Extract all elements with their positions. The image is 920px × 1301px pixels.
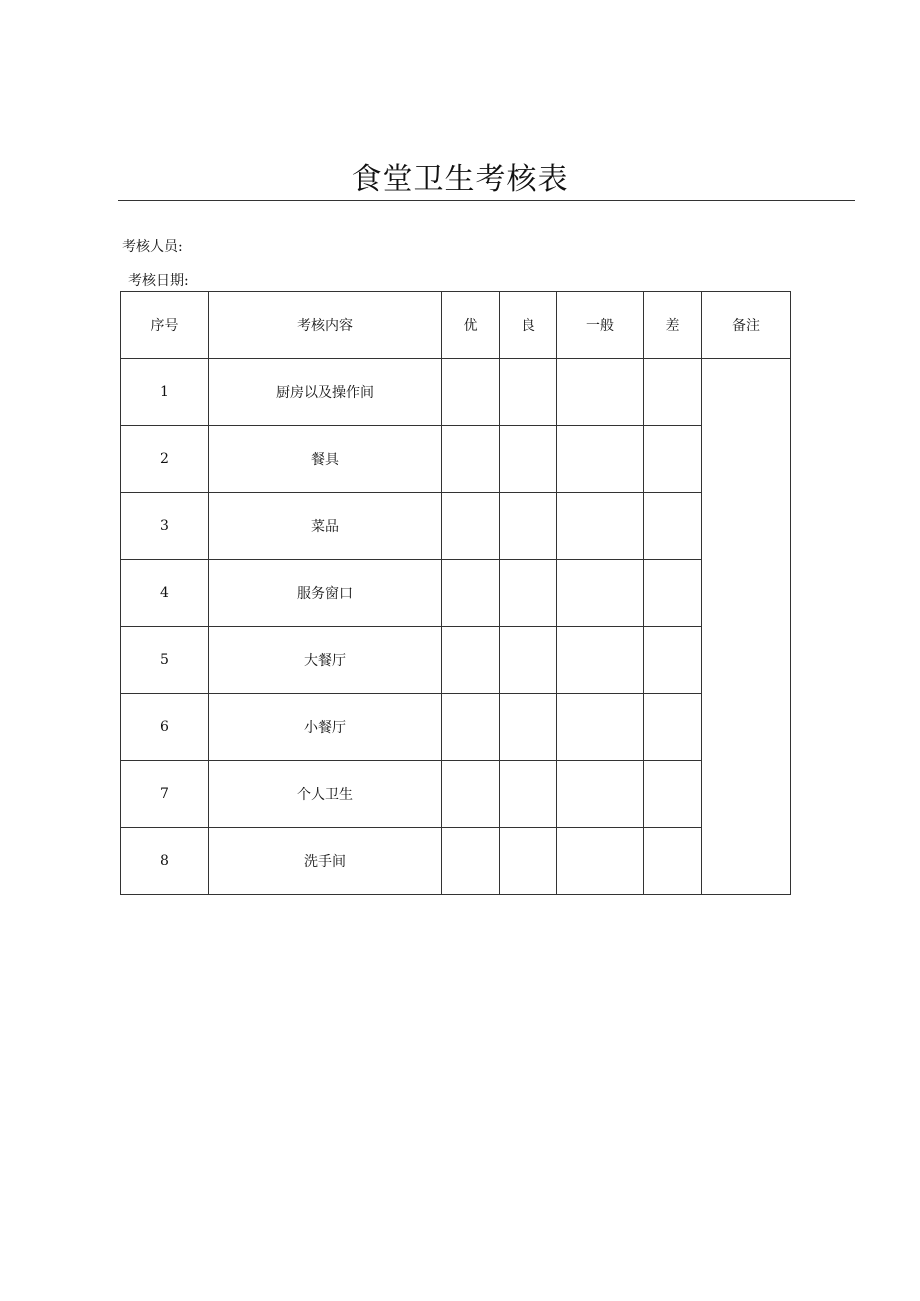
row-content: 服务窗口 [209, 560, 442, 627]
table-row [121, 493, 791, 560]
row-index: 6 [121, 694, 209, 761]
table-row [121, 627, 791, 694]
row-content: 小餐厅 [209, 694, 442, 761]
excellent-cell[interactable] [442, 493, 500, 560]
poor-cell[interactable] [644, 694, 702, 761]
table-row [121, 359, 791, 426]
inspector-label: 考核人员: [122, 239, 183, 255]
good-cell[interactable] [500, 627, 557, 694]
header-row [121, 292, 791, 359]
row-content: 餐具 [209, 426, 442, 493]
average-cell[interactable] [557, 560, 644, 627]
row-content: 大餐厅 [209, 627, 442, 694]
excellent-cell[interactable] [442, 627, 500, 694]
good-cell[interactable] [500, 493, 557, 560]
row-index: 5 [121, 627, 209, 694]
poor-cell[interactable] [644, 359, 702, 426]
header-remarks: 备注 [702, 292, 791, 359]
inspection-table [120, 291, 791, 895]
good-cell[interactable] [500, 761, 557, 828]
table-row [121, 560, 791, 627]
header-excellent: 优 [442, 292, 500, 359]
table-row [121, 426, 791, 493]
average-cell[interactable] [557, 761, 644, 828]
good-cell[interactable] [500, 828, 557, 895]
good-cell[interactable] [500, 694, 557, 761]
poor-cell[interactable] [644, 761, 702, 828]
average-cell[interactable] [557, 426, 644, 493]
excellent-cell[interactable] [442, 359, 500, 426]
row-index: 7 [121, 761, 209, 828]
header-index: 序号 [121, 292, 209, 359]
poor-cell[interactable] [644, 828, 702, 895]
poor-cell[interactable] [644, 627, 702, 694]
date-label: 考核日期: [128, 273, 189, 289]
document-title: 食堂卫生考核表 [351, 162, 569, 197]
row-index: 2 [121, 426, 209, 493]
header-average: 一般 [557, 292, 644, 359]
poor-cell[interactable] [644, 426, 702, 493]
excellent-cell[interactable] [442, 761, 500, 828]
header-poor: 差 [644, 292, 702, 359]
row-index: 4 [121, 560, 209, 627]
table-row [121, 828, 791, 895]
excellent-cell[interactable] [442, 426, 500, 493]
good-cell[interactable] [500, 426, 557, 493]
good-cell[interactable] [500, 359, 557, 426]
row-content: 厨房以及操作间 [209, 359, 442, 426]
table-row [121, 694, 791, 761]
row-content: 个人卫生 [209, 761, 442, 828]
poor-cell[interactable] [644, 493, 702, 560]
excellent-cell[interactable] [442, 694, 500, 761]
remarks-cell[interactable] [702, 359, 791, 895]
row-index: 8 [121, 828, 209, 895]
header-good: 良 [500, 292, 557, 359]
excellent-cell[interactable] [442, 560, 500, 627]
row-content: 菜品 [209, 493, 442, 560]
header-content: 考核内容 [209, 292, 442, 359]
row-content: 洗手间 [209, 828, 442, 895]
row-index: 3 [121, 493, 209, 560]
poor-cell[interactable] [644, 560, 702, 627]
average-cell[interactable] [557, 359, 644, 426]
table-row [121, 761, 791, 828]
good-cell[interactable] [500, 560, 557, 627]
title-underline [118, 200, 855, 201]
average-cell[interactable] [557, 493, 644, 560]
row-index: 1 [121, 359, 209, 426]
excellent-cell[interactable] [442, 828, 500, 895]
average-cell[interactable] [557, 828, 644, 895]
average-cell[interactable] [557, 627, 644, 694]
average-cell[interactable] [557, 694, 644, 761]
